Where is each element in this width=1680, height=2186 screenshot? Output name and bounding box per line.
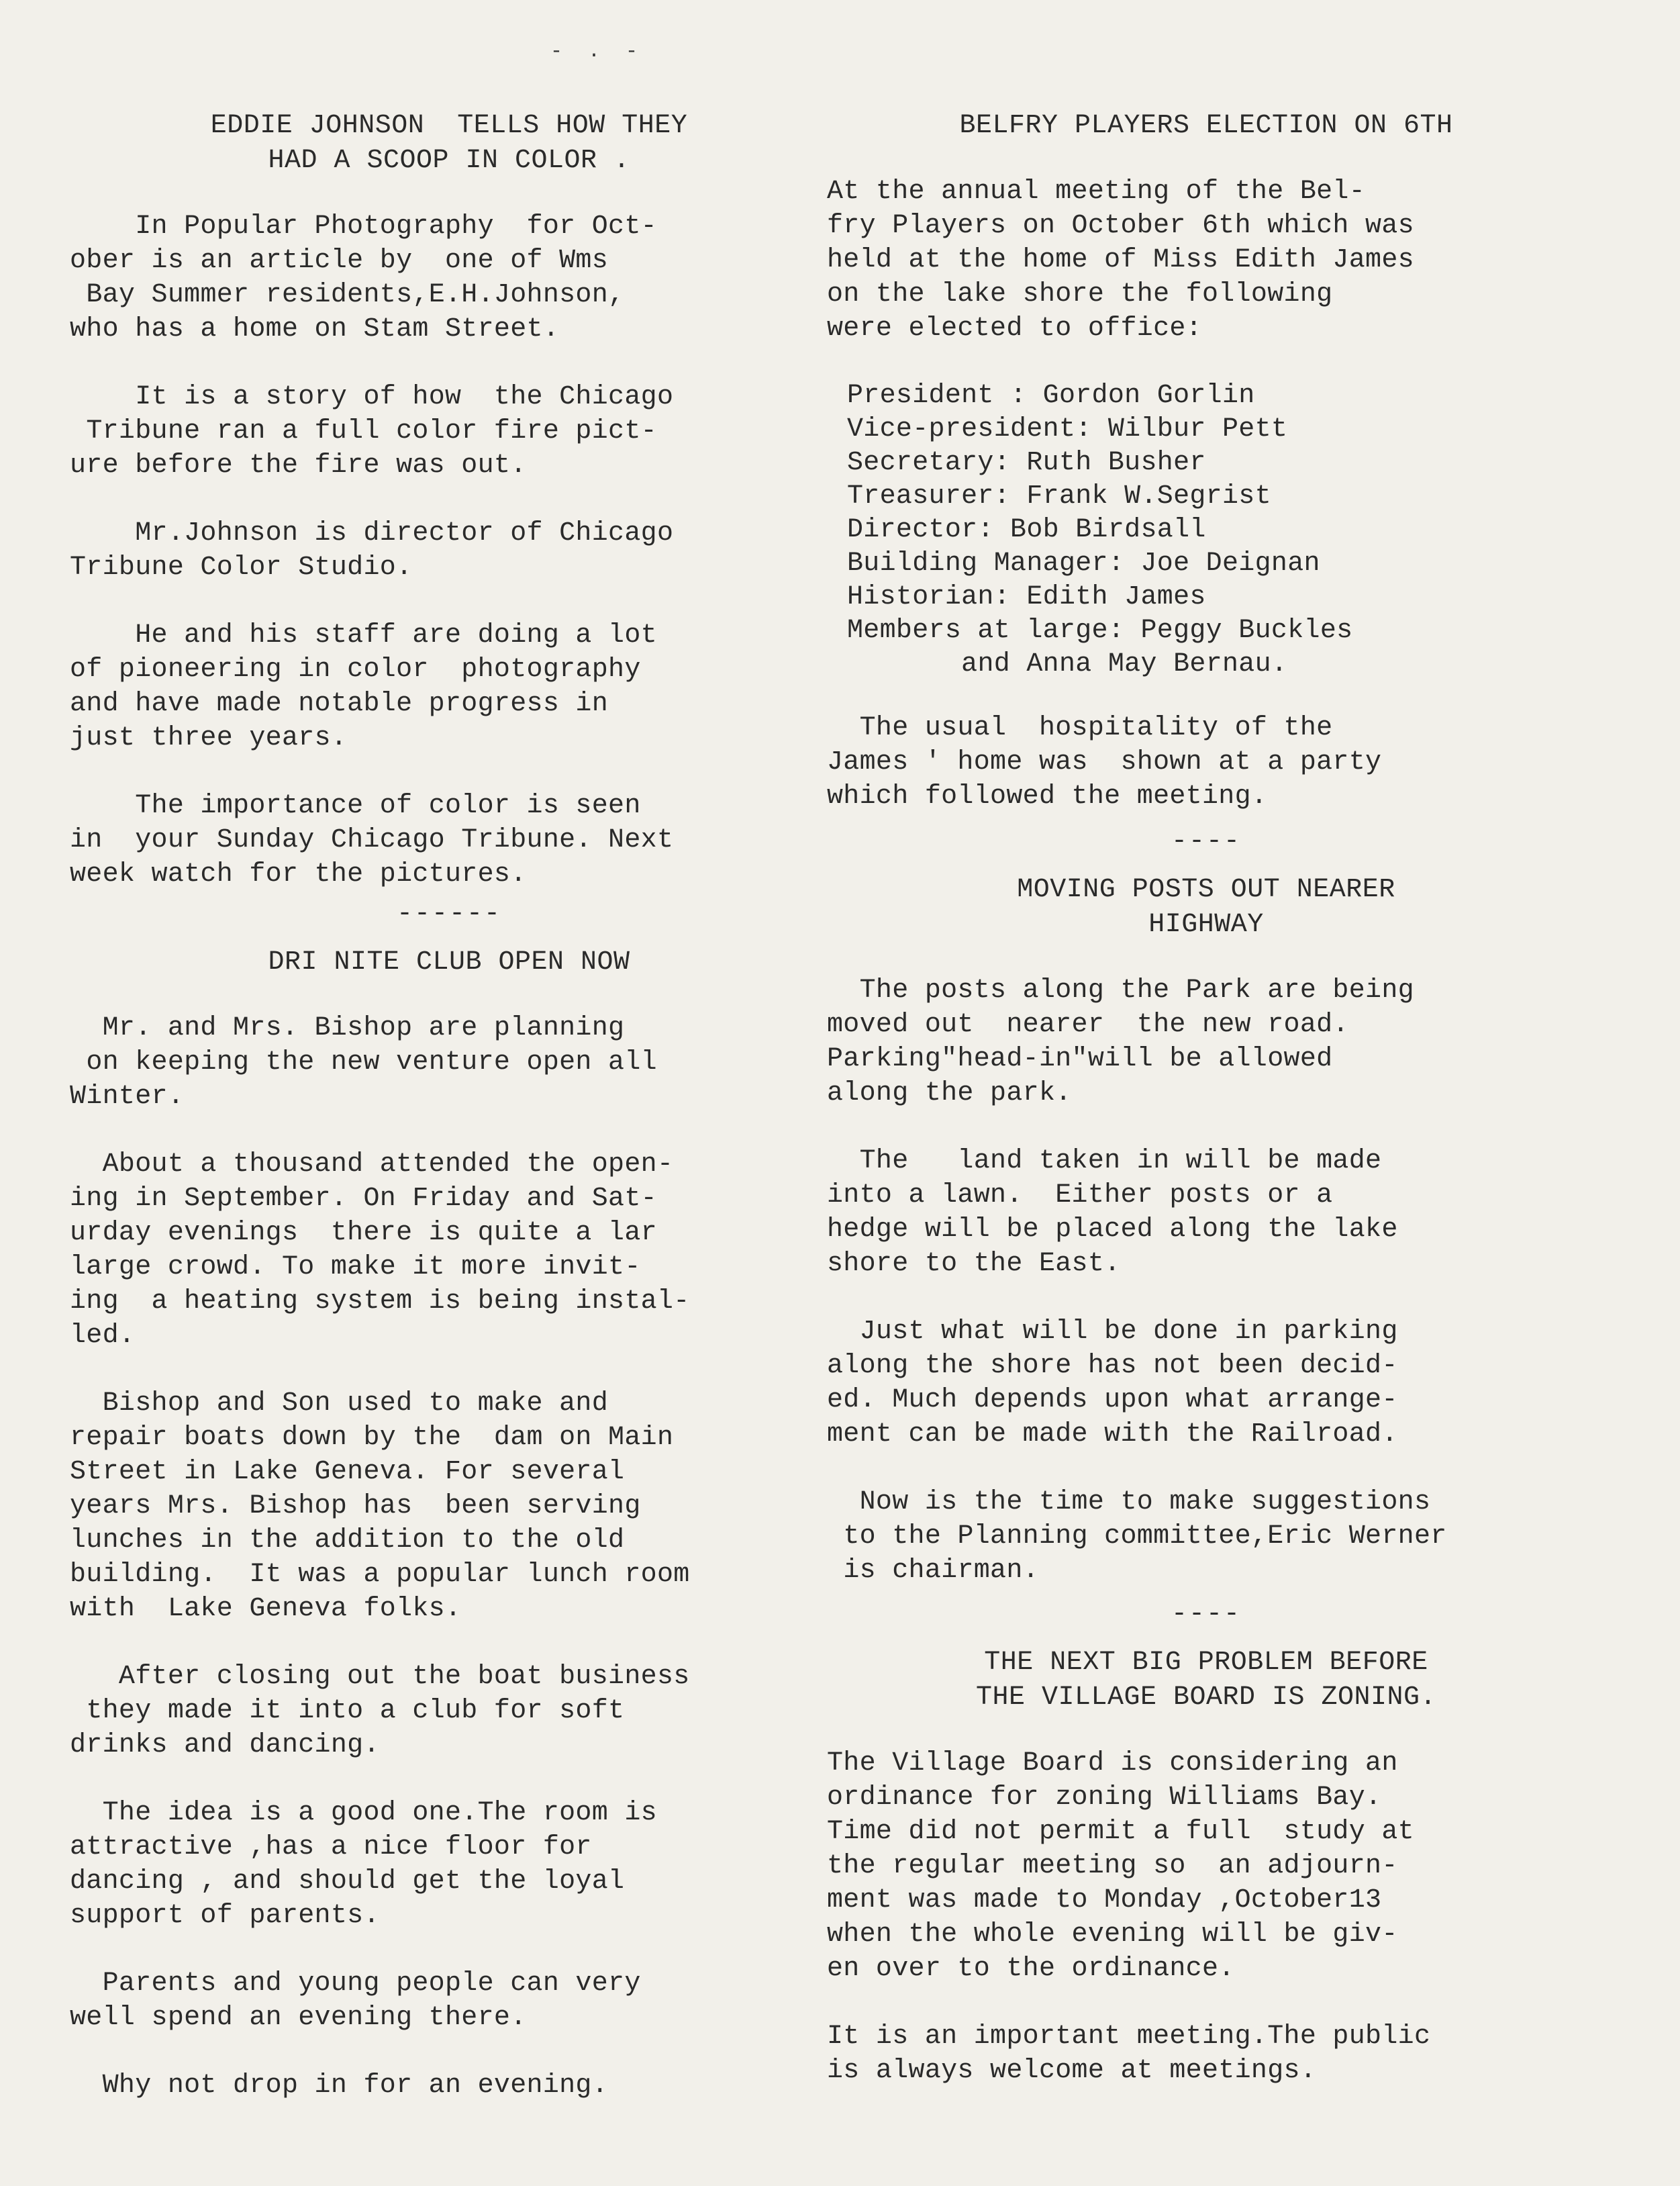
article-paragraph: It is an important meeting.The public is always welcome at meetings. xyxy=(827,2022,1431,2086)
headline-eddie-johnson: EDDIE JOHNSON TELLS HOW THEY HAD A SCOOP IN COLOR . xyxy=(210,111,688,176)
page-number-mark: - . - xyxy=(550,40,645,63)
headline-dri-nite-club: DRI NITE CLUB OPEN NOW xyxy=(268,947,630,978)
article-paragraph: In Popular Photography for Oct- ober is an article by one of Wms Bay Summer residents,E.H.Johnson, who has a home on Stam Street. xyxy=(70,211,657,344)
headline-moving-posts: MOVING POSTS OUT NEARER HIGHWAY xyxy=(1017,875,1395,940)
article-paragraph: Mr.Johnson is director of Chicago Tribune Color Studio. xyxy=(70,518,674,583)
article-paragraph: Now is the time to make suggestions to the Planning committee,Eric Werner is chairman. xyxy=(843,1487,1447,1586)
article-paragraph: Why not drop in for an evening. xyxy=(70,2071,609,2101)
article-paragraph: The importance of color is seen in your Sunday Chicago Tribune. Next week watch for the pictures. xyxy=(70,791,674,890)
article-paragraph: The usual hospitality of the James ' home was shown at a party which followed the meeting. xyxy=(827,713,1382,812)
article-paragraph: Bishop and Son used to make and repair boats down by the dam on Main Street in Lake Geneva. For several years Mrs. Bishop has been serving lunches in the addition to the old building. It was a popular lunch room with Lake Geneva folks. xyxy=(70,1388,690,1624)
left-column xyxy=(70,109,828,2136)
right-column xyxy=(827,109,1585,2122)
section-divider: ------ xyxy=(396,899,502,929)
headline-zoning: THE NEXT BIG PROBLEM BEFORE THE VILLAGE BOARD IS ZONING. xyxy=(975,1648,1437,1713)
article-paragraph: About a thousand attended the open- ing in September. On Friday and Sat- urday evenings there is quite a lar large crowd. To make it more invit- ing a heating system is being instal- led. xyxy=(70,1149,690,1351)
article-paragraph: After closing out the boat business they made it into a club for soft drinks and dancing. xyxy=(70,1662,690,1760)
section-divider: ---- xyxy=(1171,826,1241,857)
article-paragraph: The Village Board is considering an ordinance for zoning Williams Bay. Time did not permit a full study at the regular meeting so an adjourn- ment was made to Monday ,October13 when the whole evening will be giv- en over to the ordinance. xyxy=(827,1748,1414,1984)
officers-list: President : Gordon Gorlin Vice-president: Wilbur Pett Secretary: Ruth Busher Treasurer: Frank W.Segrist Director: Bob Birdsall Building Manager: Joe Deignan Historian: Edith James Members at large: Peggy Buckles and Anna May Bernau. xyxy=(847,381,1353,679)
article-paragraph: The posts along the Park are being moved out nearer the new road. Parking"head-in"will be allowed along the park. xyxy=(827,976,1414,1108)
article-paragraph: He and his staff are doing a lot of pioneering in color photography and have made notable progress in just three years. xyxy=(70,620,657,753)
article-paragraph: Parents and young people can very well spend an evening there. xyxy=(70,1968,641,2033)
article-paragraph: It is a story of how the Chicago Tribune ran a full color fire pict- ure before the fire was out. xyxy=(70,382,674,481)
article-paragraph: Just what will be done in parking along the shore has not been decid- ed. Much depends upon what arrange- ment can be made with the Railroad. xyxy=(827,1317,1398,1450)
headline-belfry-players: BELFRY PLAYERS ELECTION ON 6TH xyxy=(959,111,1453,141)
article-paragraph: At the annual meeting of the Bel- fry Players on October 6th which was held at the home of Miss Edith James on the lake shore the following were elected to office: xyxy=(827,177,1414,344)
article-paragraph: The land taken in will be made into a lawn. Either posts or a hedge will be placed along the lake shore to the East. xyxy=(827,1146,1398,1279)
section-divider: ---- xyxy=(1171,1599,1241,1629)
article-paragraph: Mr. and Mrs. Bishop are planning on keeping the new venture open all Winter. xyxy=(70,1013,657,1112)
article-paragraph: The idea is a good one.The room is attractive ,has a nice floor for dancing , and should get the loyal support of parents. xyxy=(70,1798,657,1931)
